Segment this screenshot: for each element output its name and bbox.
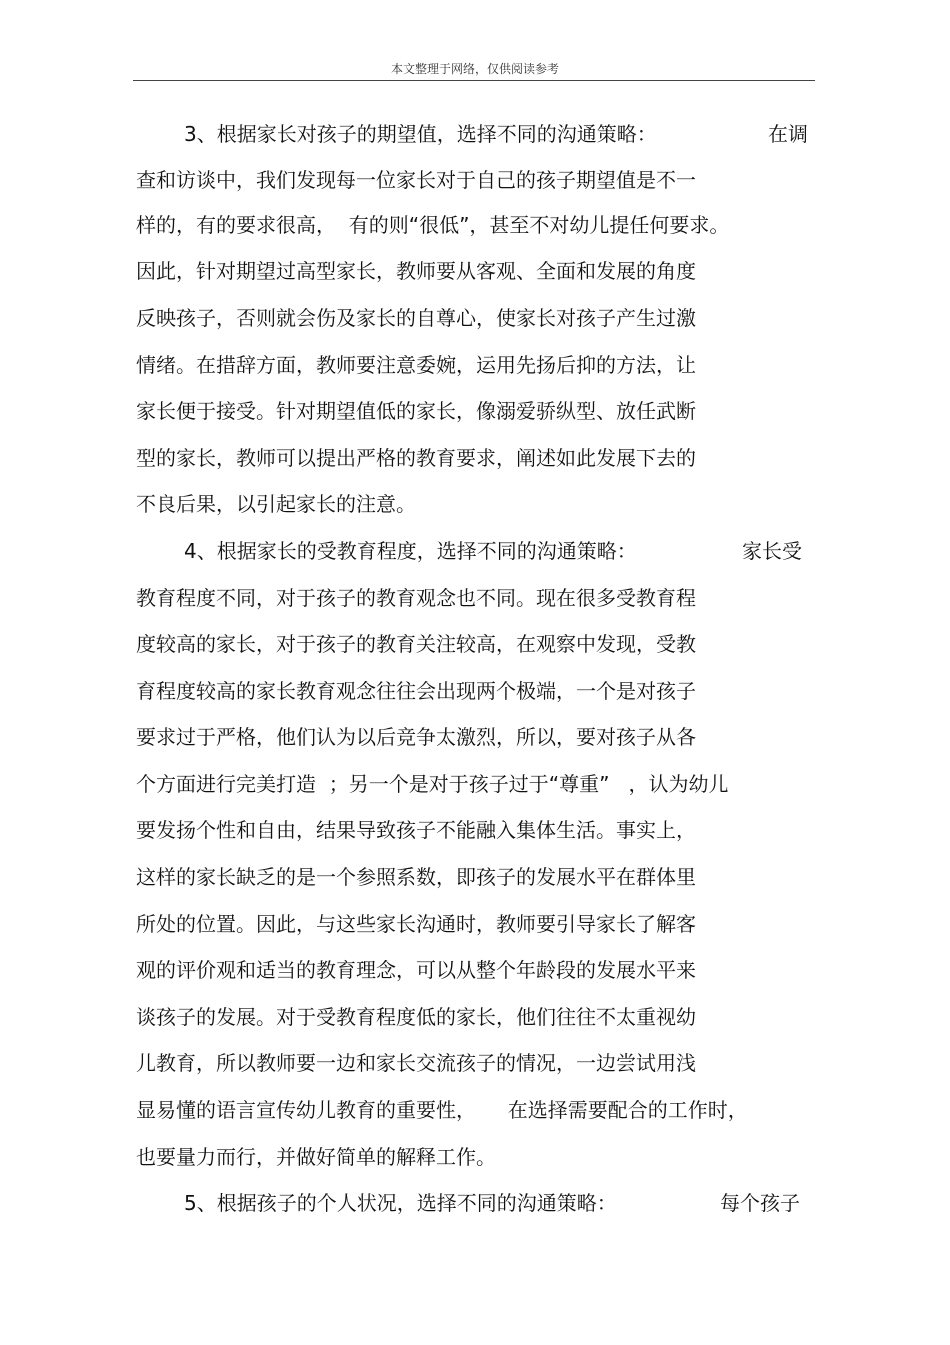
text-line: 所处的位置。因此，与这些家长沟通时，教师要引导家长了解客	[136, 912, 696, 936]
paragraph-heading-4-tail: 家长受	[742, 539, 802, 563]
page-header-note: 本文整理于网络，仅供阅读参考	[390, 62, 559, 76]
text-line: 不良后果，以引起家长的注意。	[136, 492, 416, 516]
text-line: 也要量力而行，并做好简单的解释工作。	[136, 1145, 496, 1169]
text-line: 谈孩子的发展。对于受教育程度低的家长，他们往往不太重视幼	[136, 1005, 696, 1029]
text-line: 个方面进行完美打造 ；另一个是对于孩子过于“尊重” ，认为幼儿	[136, 772, 729, 796]
paragraph-heading-5: 5、根据孩子的个人状况，选择不同的沟通策略：	[184, 1191, 617, 1215]
text-line: 显易懂的语言宣传幼儿教育的重要性， 在选择需要配合的工作时，	[136, 1098, 748, 1122]
paragraph-heading-3-tail: 在调	[768, 122, 808, 146]
text-line: 样的，有的要求很高， 有的则“很低”，甚至不对幼儿提任何要求。	[136, 213, 730, 237]
text-line: 反映孩子，否则就会伤及家长的自尊心，使家长对孩子产生过激	[136, 306, 696, 330]
text-line: 观的评价观和适当的教育理念，可以从整个年龄段的发展水平来	[136, 958, 696, 982]
text-line: 查和访谈中，我们发现每一位家长对于自己的孩子期望值是不一	[136, 168, 696, 192]
text-line: 要发扬个性和自由，结果导致孩子不能融入集体生活。事实上，	[136, 818, 696, 842]
text-line: 儿教育，所以教师要一边和家长交流孩子的情况，一边尝试用浅	[136, 1051, 696, 1075]
text-line: 要求过于严格，他们认为以后竞争太激烈，所以，要对孩子从各	[136, 725, 696, 749]
text-line: 家长便于接受。针对期望值低的家长，像溺爱骄纵型、放任武断	[136, 399, 696, 423]
paragraph-heading-5-tail: 每个孩子	[720, 1191, 800, 1215]
text-line: 型的家长，教师可以提出严格的教育要求，阐述如此发展下去的	[136, 446, 696, 470]
paragraph-heading-4: 4、根据家长的受教育程度，选择不同的沟通策略：	[184, 539, 637, 563]
header-divider	[133, 80, 815, 81]
text-line: 度较高的家长，对于孩子的教育关注较高，在观察中发现，受教	[136, 632, 696, 656]
text-line: 因此，针对期望过高型家长，教师要从客观、全面和发展的角度	[136, 259, 696, 283]
text-line: 情绪。在措辞方面，教师要注意委婉，运用先扬后抑的方法，让	[136, 353, 696, 377]
text-line: 育程度较高的家长教育观念往往会出现两个极端，一个是对孩子	[136, 679, 696, 703]
text-line: 这样的家长缺乏的是一个参照系数，即孩子的发展水平在群体里	[136, 865, 696, 889]
paragraph-heading-3: 3、根据家长对孩子的期望值，选择不同的沟通策略：	[184, 122, 657, 146]
text-line: 教育程度不同，对于孩子的教育观念也不同。现在很多受教育程	[136, 586, 696, 610]
